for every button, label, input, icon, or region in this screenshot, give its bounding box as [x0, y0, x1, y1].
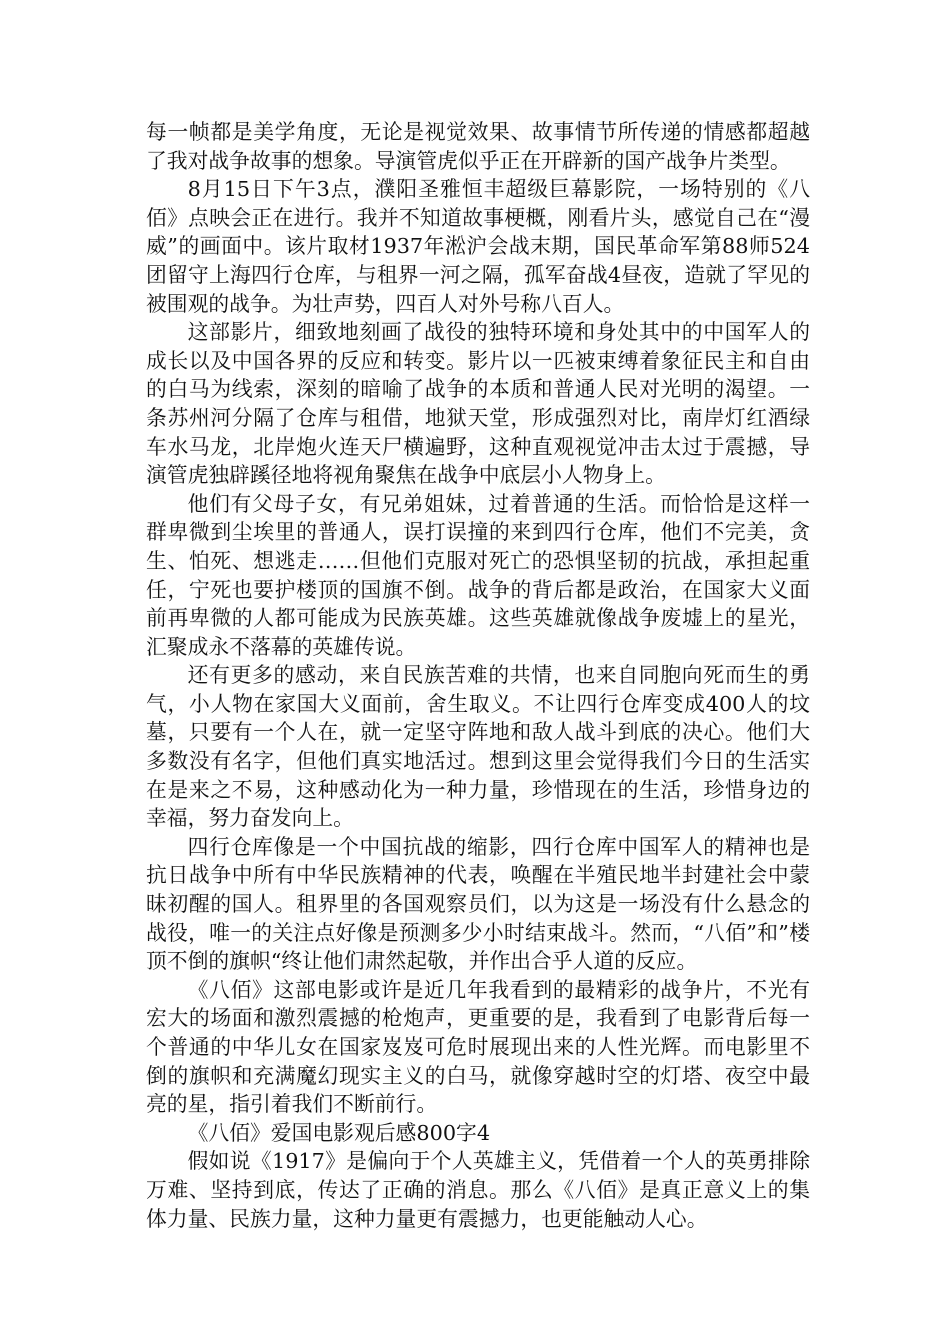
- paragraph-2: 8月15日下午3点，濮阳圣雅恒丰超级巨幕影院，一场特别的《八佰》点映会正在进行。我并不知道故事梗概，刚看片头，感觉自己在“漫威”的画面中。该片取材1937年淞沪会战末期，国民革命军第88师524团留守上海四行仓库，与租界一河之隔，孤军奋战4昼夜，造就了罕见的被围观的战争。为壮声势，四百人对外号称八百人。: [146, 177, 810, 316]
- paragraph-7: 《八佰》这部电影或许是近几年我看到的最精彩的战争片，不光有宏大的场面和激烈震撼的枪炮声，更重要的是，我看到了电影背后每一个普通的中华儿女在国家岌岌可危时展现出来的人性光辉。而电影里不倒的旗帜和充满魔幻现实主义的白马，就像穿越时空的灯塔、夜空中最亮的星，指引着我们不断前行。: [146, 977, 810, 1117]
- paragraph-5: 还有更多的感动，来自民族苦难的共情，也来自同胞向死而生的勇气，小人物在家国大义面前，舍生取义。不让四行仓库变成400人的坟墓，只要有一个人在，就一定坚守阵地和敌人战斗到底的决心。他们大多数没有名字，但他们真实地活过。想到这里会觉得我们今日的生活实在是来之不易，这种感动化为一种力量，珍惜现在的生活，珍惜身边的幸福，努力奋发向上。: [146, 663, 810, 831]
- paragraph-4: 他们有父母子女，有兄弟姐妹，过着普通的生活。而恰恰是这样一群卑微到尘埃里的普通人，误打误撞的来到四行仓库，他们不完美，贪生、怕死、想逃走……但他们克服对死亡的恐惧坚韧的抗战，承担起重任，宁死也要护楼顶的国旗不倒。战争的背后都是政治，在国家大义面前再卑微的人都可能成为民族英雄。这些英雄就像战争废墟上的星光，汇聚成永不落幕的英雄传说。: [146, 491, 810, 659]
- paragraph-1: 每一帧都是美学角度，无论是视觉效果、故事情节所传递的情感都超越了我对战争故事的想象。导演管虎似乎正在开辟新的国产战争片类型。: [146, 120, 810, 173]
- paragraph-6: 四行仓库像是一个中国抗战的缩影，四行仓库中国军人的精神也是抗日战争中所有中华民族精神的代表，唤醒在半殖民地半封建社会中蒙昧初醒的国人。租界里的各国观察员们，以为这是一场没有什么悬念的战役，唯一的关注点好像是预测多少小时结束战斗。然而，“八佰”和”楼顶不倒的旗帜“终让他们肃然起敬，并作出合乎人道的反应。: [146, 834, 810, 974]
- section-heading: 《八佰》爱国电影观后感800字4: [187, 1120, 491, 1145]
- paragraph-3: 这部影片，细致地刻画了战役的独特环境和身处其中的中国军人的成长以及中国各界的反应和转变。影片以一匹被束缚着象征民主和自由的白马为线索，深刻的暗喻了战争的本质和普通人民对光明的渴望。一条苏州河分隔了仓库与租借，地狱天堂，形成强烈对比，南岸灯红酒绿车水马龙，北岸炮火连天尸横遍野，这种直观视觉冲击太过于震撼，导演管虎独辟蹊径地将视角聚焦在战争中底层小人物身上。: [146, 320, 810, 488]
- document-body: [146, 118, 810, 1233]
- paragraph-8: 假如说《1917》是偏向于个人英雄主义，凭借着一个人的英勇排除万难、坚持到底，传达了正确的消息。那么《八佰》是真正意义上的集体力量、民族力量，这种力量更有震撼力，也更能触动人心。: [146, 1149, 810, 1231]
